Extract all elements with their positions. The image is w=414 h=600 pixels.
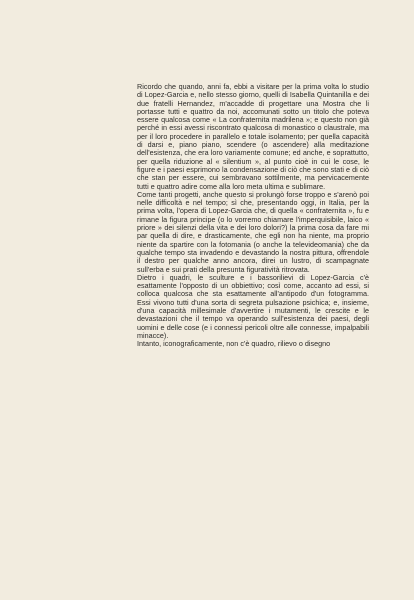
paragraph-4: Intanto, iconograficamente, non c'è quadro, rilievo o disegno bbox=[137, 339, 331, 349]
paragraph-3: Dietro i quadri, le sculture e i bassorilievi di Lopez-Garcia c'è esattamente l'opposto di un obbiettivo; così come, accanto ad essi, si colloca qualcosa che sta esattamente all'antipodo d'un fotogramma. Essi vivono tutti d'una sorta di segreta pulsazione psichica; e, insieme, d'una capacità millesimale d'avvertire i mutamenti, le crescite e le devastazioni che il tempo va operando sull'esistenza dei paesi, degli uomini e delle cose (e i connessi pericoli oltre alle connesse, impalpabili minacce). bbox=[137, 272, 369, 340]
article-text bbox=[137, 83, 369, 349]
paragraph-2: Come tanti progetti, anche questo si prolungò forse troppo e s'arenò poi nelle difficoltà e nel tempo; sì che, presentando oggi, in Italia, per la prima volta, l'opera di Lopez-Garcia che, di quella « confraternita », fu e rimane la figura principe (o lo vorremo chiamare l'imperquisibile, laico « priore » dei silenzi della vita e dei loro dolori?) la prima cosa da fare mi par quella di dire, e drasticamente, che egli non ha niente, ma proprio niente da spartire con la fotomania (o anche la televideomania) che da qualche tempo sta invadendo e devastando la nostra pittura, offrendole il destro per qualche anno ancora, direi un lustro, di scampagnate sull'erba e sui prati della presunta figuratività ritrovata. bbox=[137, 189, 369, 274]
paragraph-1: Ricordo che quando, anni fa, ebbi a visitare per la prima volta lo studio di Lopez-Garcia e, nello stesso giorno, quelli di Isabella Quintanilla e dei due fratelli Hernandez, m'accadde di progettare una Mostra che li portasse tutti e quattro da noi, accomunati sotto un titolo che poteva essere qualcosa come « La confraternita madrilena »; e questo non già perché in essi avessi riscontrato qualcosa di monastico o claustrale, ma per il loro procedere in parallelo e totale isolamento; per quella capacità di darsi e, piano piano, scendere (o ascendere) alla meditazione dell'esistenza, che era loro variamente comune; ed anche, e soprattutto, per quella riduzione al « silentium », al punto cioè in cui le cose, le figure e i paesi esprimono la condensazione di ciò che sono stati e di ciò che stan per essere, cui sembravano sottilmente, ma pervicacemente tutti e quattro adire come alla loro meta ultima e sublimare. bbox=[137, 82, 369, 191]
